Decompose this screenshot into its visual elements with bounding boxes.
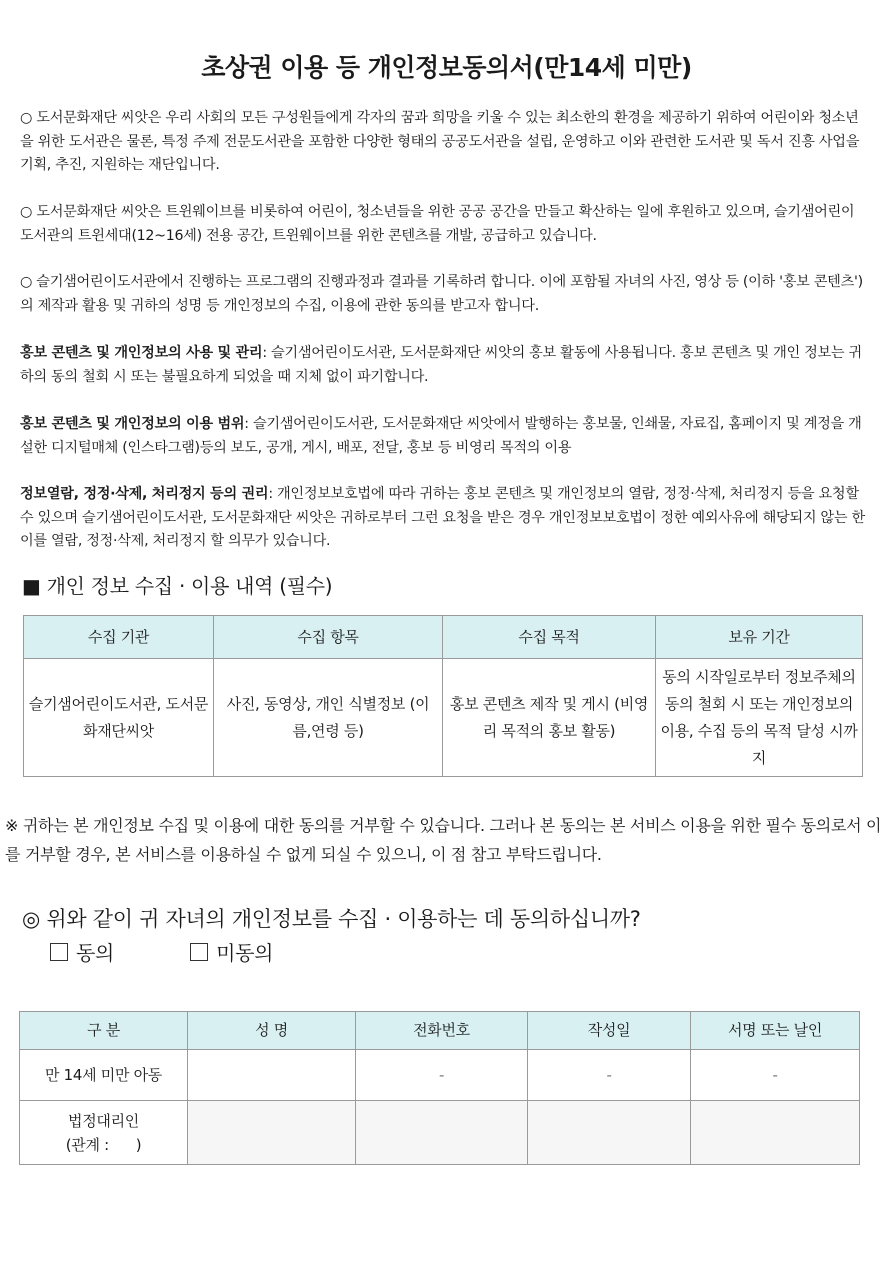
sign-header-date: 작성일 xyxy=(528,1012,691,1050)
agree-checkbox[interactable] xyxy=(50,943,68,961)
term-rights-text: : 개인정보보호법에 따라 귀하는 홍보 콘텐츠 및 개인정보의 열람, 정정·삭제, 처리정지 등을 요청할 수 있으며 슬기샘어린이도서관, 도서문화재단 씨앗은 귀하로부터 그런 요청을 받은 경우 개인정보보호법이 정한 예외사유에 해당되지 않는 한 이를 열람, 정정·삭제, 처리정지 할 의무가 있습니다. xyxy=(20,486,865,549)
guardian-phone-field[interactable] xyxy=(356,1101,528,1165)
term-scope-heading: 홍보 콘텐츠 및 개인정보의 이용 범위 xyxy=(20,416,245,432)
signature-table xyxy=(19,1011,860,1165)
collection-header-items: 수집 항목 xyxy=(214,616,443,659)
term-scope xyxy=(20,413,865,460)
document-title: 초상권 이용 등 개인정보동의서(만14세 미만) xyxy=(201,53,692,82)
sign-header-category: 구 분 xyxy=(20,1012,188,1050)
intro-paragraph-3: ○ 슬기샘어린이도서관에서 진행하는 프로그램의 진행과정과 결과를 기록하려 합니다. 이에 포함될 자녀의 사진, 영상 등 (이하 '홍보 콘텐츠')의 제작과 활용 및 귀하의 성명 등 개인정보의 수집, 이용에 관한 동의를 받고자 합니다. xyxy=(20,274,863,314)
child-name-field[interactable] xyxy=(188,1050,356,1101)
disagree-checkbox[interactable] xyxy=(190,943,208,961)
disagree-label: 미동의 xyxy=(216,941,274,965)
collection-cell-agency: 슬기샘어린이도서관, 도서문화재단씨앗 xyxy=(24,659,214,777)
collection-header-purpose: 수집 목적 xyxy=(443,616,656,659)
sign-header-signature: 서명 또는 날인 xyxy=(691,1012,860,1050)
guardian-relation: (관계 : ) xyxy=(65,1135,142,1154)
term-usage-heading: 홍보 콘텐츠 및 개인정보의 사용 및 관리 xyxy=(20,345,263,361)
collection-header-period: 보유 기간 xyxy=(656,616,863,659)
collection-header-agency: 수집 기관 xyxy=(24,616,214,659)
disagree-option[interactable] xyxy=(190,937,273,966)
collection-cell-period: 동의 시작일로부터 정보주체의 동의 철회 시 또는 개인정보의 이용, 수집 등의 목적 달성 시까지 xyxy=(656,659,863,777)
consent-question: ◎ 위와 같이 귀 자녀의 개인정보를 수집 · 이용하는 데 동의하십니까? xyxy=(22,907,641,931)
guardian-date-field[interactable] xyxy=(528,1101,691,1165)
sign-header-phone: 전화번호 xyxy=(356,1012,528,1050)
guardian-signature-field[interactable] xyxy=(691,1101,860,1165)
child-label: 만 14세 미만 아동 xyxy=(20,1050,188,1101)
collection-table xyxy=(23,615,863,777)
term-usage-text: : 슬기샘어린이도서관, 도서문화재단 씨앗의 홍보 활동에 사용됩니다. 홍보 콘텐츠 및 개인 정보는 귀하의 동의 철회 시 또는 불필요하게 되었을 때 지체 없이 파기합니다. xyxy=(20,345,862,385)
table-row xyxy=(20,1101,860,1165)
agree-label: 동의 xyxy=(76,941,115,965)
consent-choices xyxy=(50,937,343,966)
term-scope-text: : 슬기샘어린이도서관, 도서문화재단 씨앗에서 발행하는 홍보물, 인쇄물, 자료집, 홈페이지 및 계정을 개설한 디지털매체 (인스타그램)등의 보도, 공개, 게시, 배포, 전달, 홍보 등 비영리 목적의 이용 xyxy=(20,416,862,456)
guardian-name-field[interactable] xyxy=(188,1101,356,1165)
child-date-field[interactable]: - xyxy=(528,1050,691,1101)
guardian-label-cell xyxy=(20,1101,188,1165)
intro-paragraph-2: ○ 도서문화재단 씨앗은 트윈웨이브를 비롯하여 어린이, 청소년들을 위한 공공 공간을 만들고 확산하는 일에 후원하고 있으며, 슬기샘어린이도서관의 트윈세대(12~16세) 전용 공간, 트윈웨이브를 위한 콘텐츠를 개발, 공급하고 있습니다. xyxy=(20,204,855,244)
sign-header-name: 성 명 xyxy=(188,1012,356,1050)
term-rights xyxy=(20,483,865,554)
collection-cell-items: 사진, 동영상, 개인 식별정보 (이름,연령 등) xyxy=(214,659,443,777)
table-row xyxy=(20,1050,860,1101)
collection-cell-purpose: 홍보 콘텐츠 제작 및 게시 (비영리 목적의 홍보 활동) xyxy=(443,659,656,777)
term-rights-heading: 정보열람, 정정·삭제, 처리정지 등의 권리 xyxy=(20,486,269,502)
agree-option[interactable] xyxy=(50,937,114,966)
child-signature-field[interactable]: - xyxy=(691,1050,860,1101)
guardian-label: 법정대리인 xyxy=(68,1111,139,1130)
intro-paragraph-1: ○ 도서문화재단 씨앗은 우리 사회의 모든 구성원들에게 각자의 꿈과 희망을 키울 수 있는 최소한의 환경을 제공하기 위하여 어린이와 청소년을 위한 도서관은 물론, 특정 주제 전문도서관을 포함한 다양한 형태의 공공도서관을 설립, 운영하고 이와 관련한 도서관 및 독서 진흥 사업을 기획, 추진, 지원하는 재단입니다. xyxy=(20,110,860,173)
term-usage xyxy=(20,342,865,389)
refusal-notice: ※ 귀하는 본 개인정보 수집 및 이용에 대한 동의를 거부할 수 있습니다. 그러나 본 동의는 본 서비스 이용을 위한 필수 동의로서 이를 거부할 경우, 본 서비스를 이용하실 수 없게 되실 수 있으니, 이 점 참고 부탁드립니다. xyxy=(5,816,882,864)
child-phone-field[interactable]: - xyxy=(356,1050,528,1101)
section-heading: ■ 개인 정보 수집 · 이용 내역 (필수) xyxy=(22,574,333,598)
